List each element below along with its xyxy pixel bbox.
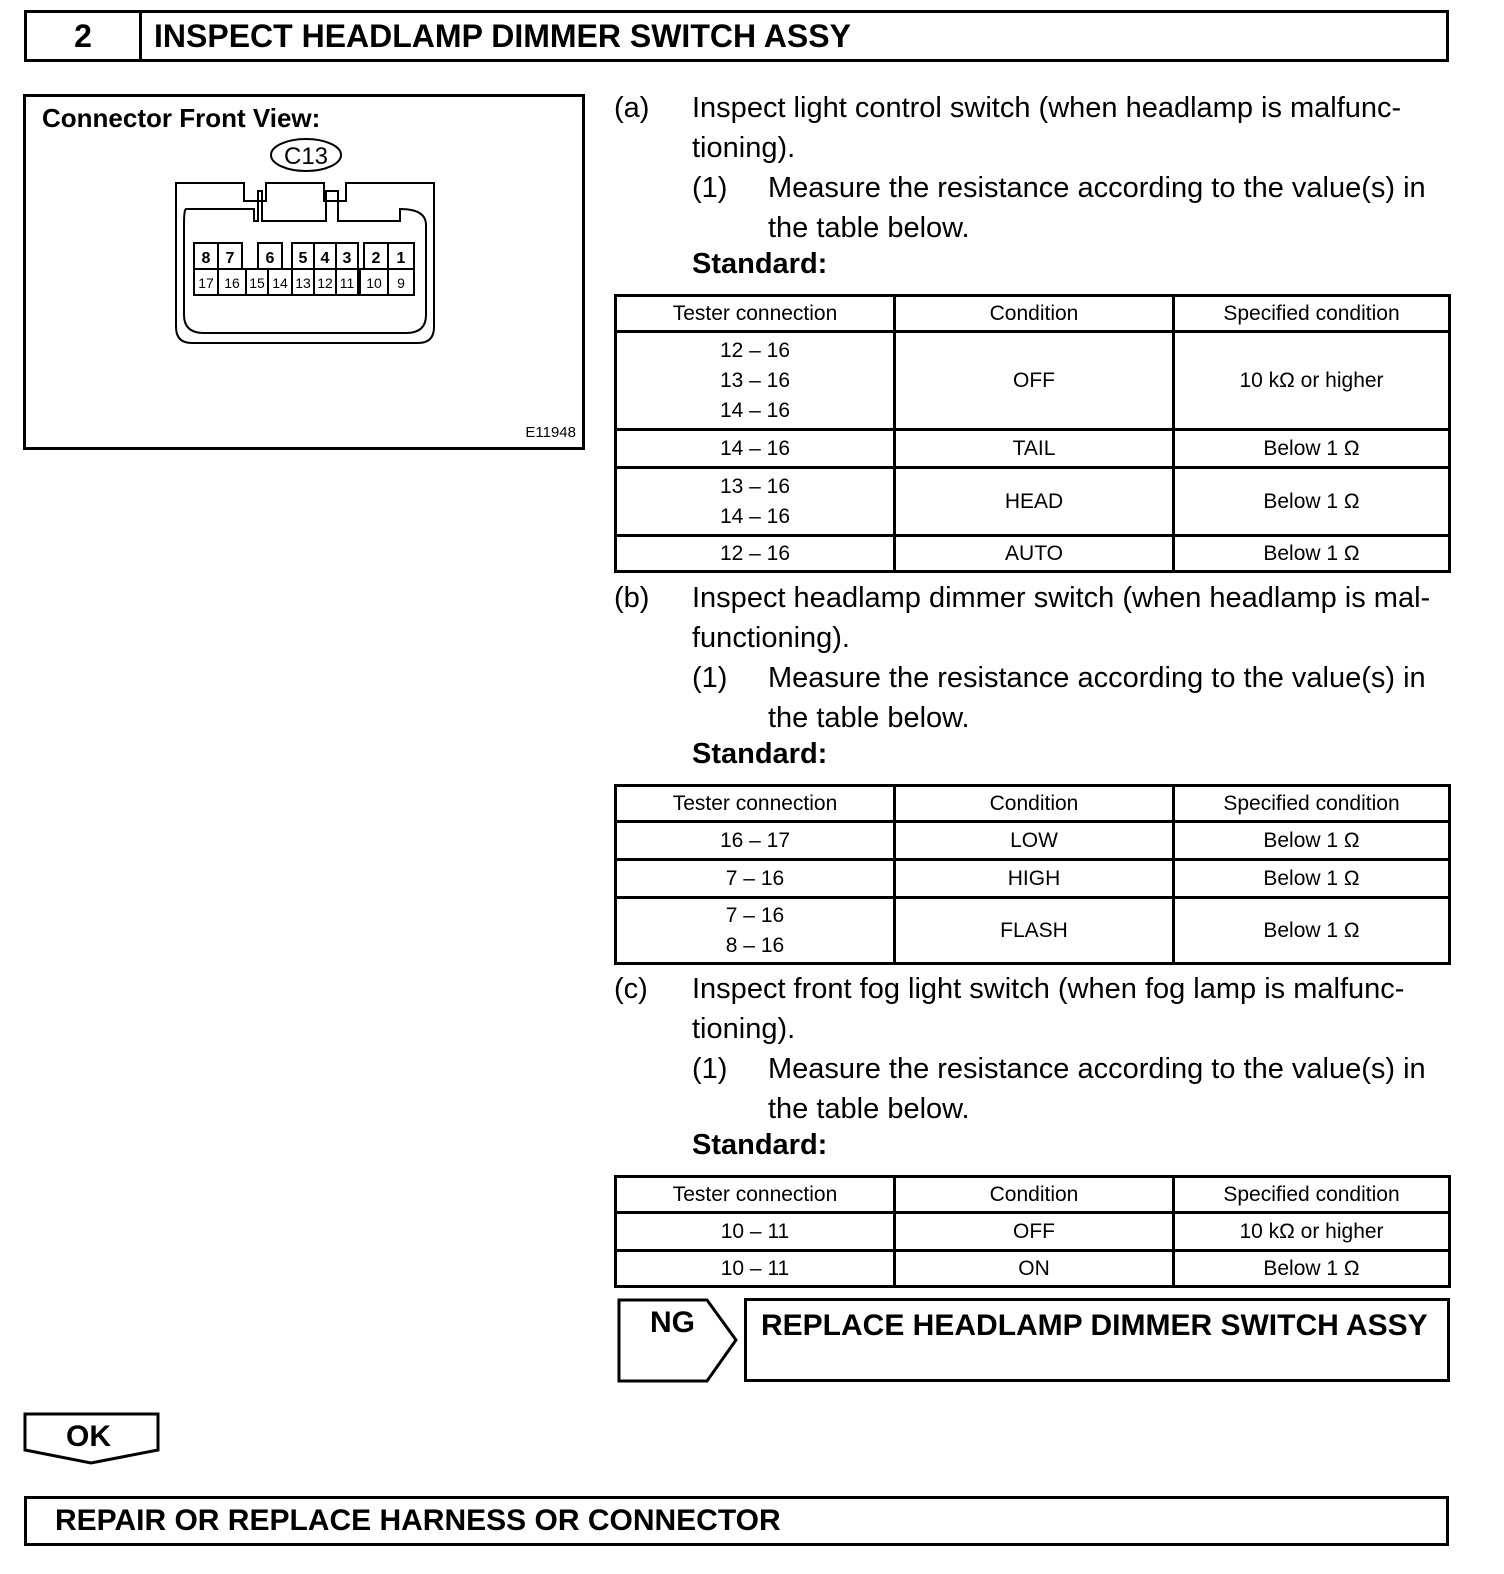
pin-14: 14	[272, 275, 288, 291]
pin-5: 5	[298, 250, 308, 267]
table-header: Tester connection	[616, 296, 895, 332]
pin-15: 15	[249, 275, 265, 291]
connector-figure	[23, 94, 585, 450]
step-title: INSPECT HEADLAMP DIMMER SWITCH ASSY	[154, 17, 851, 54]
table-header: Condition	[895, 296, 1174, 332]
section-c-sub-num: (1)	[692, 1053, 728, 1085]
section-a-sub-line2: the table below.	[768, 212, 970, 244]
table-row	[616, 822, 1450, 860]
table-header: Specified condition	[1174, 786, 1450, 822]
section-a-standard: Standard:	[692, 248, 828, 280]
table-a	[614, 294, 1451, 573]
ok-label: OK	[66, 1420, 111, 1453]
section-b-sub-line1: Measure the resistance according to the value(s) in	[768, 662, 1426, 694]
condition: AUTO	[895, 536, 1174, 572]
tester-connection: 7 – 16 8 – 16	[616, 898, 895, 964]
section-b-sub-line2: the table below.	[768, 702, 970, 734]
connector-id: C13	[283, 143, 329, 170]
ok-action-box: REPAIR OR REPLACE HARNESS OR CONNECTOR	[24, 1496, 1449, 1546]
section-b-line2: functioning).	[692, 622, 850, 654]
condition: FLASH	[895, 898, 1174, 964]
condition: LOW	[895, 822, 1174, 860]
table-header: Tester connection	[616, 1177, 895, 1213]
tester-connection: 10 – 11	[616, 1213, 895, 1251]
pin-8: 8	[201, 250, 211, 267]
section-c-letter: (c)	[614, 973, 648, 1005]
section-a-sub-line1: Measure the resistance according to the value(s) in	[768, 172, 1426, 204]
section-c-line2: tioning).	[692, 1013, 796, 1045]
table-row	[616, 860, 1450, 898]
connector-diagram	[26, 97, 582, 447]
specified-condition: Below 1 Ω	[1174, 898, 1450, 964]
condition: HIGH	[895, 860, 1174, 898]
specified-condition: Below 1 Ω	[1174, 860, 1450, 898]
pin-11: 11	[339, 275, 355, 291]
table-header: Specified condition	[1174, 296, 1450, 332]
pin-2: 2	[371, 250, 381, 267]
table-header: Tester connection	[616, 786, 895, 822]
section-a-line1: Inspect light control switch (when headlamp is malfunc-	[692, 92, 1402, 124]
tester-connection: 7 – 16	[616, 860, 895, 898]
table-row	[616, 1213, 1450, 1251]
table-c	[614, 1175, 1451, 1288]
specified-condition: Below 1 Ω	[1174, 536, 1450, 572]
section-a-letter: (a)	[614, 92, 650, 124]
table-header: Condition	[895, 786, 1174, 822]
table-row	[616, 332, 1450, 430]
section-c-standard: Standard:	[692, 1129, 828, 1161]
pin-12: 12	[317, 275, 333, 291]
table-row	[616, 1251, 1450, 1287]
section-b-letter: (b)	[614, 582, 650, 614]
ng-label: NG	[650, 1306, 695, 1339]
specified-condition: Below 1 Ω	[1174, 430, 1450, 468]
table-b	[614, 784, 1451, 965]
tester-connection: 14 – 16	[616, 430, 895, 468]
pin-7: 7	[225, 250, 235, 267]
pin-10: 10	[366, 275, 382, 291]
table-row	[616, 430, 1450, 468]
pin-17: 17	[198, 275, 214, 291]
section-a-line2: tioning).	[692, 132, 796, 164]
figure-caption: Connector Front View:	[42, 103, 321, 133]
specified-condition: 10 kΩ or higher	[1174, 1213, 1450, 1251]
condition: TAIL	[895, 430, 1174, 468]
tester-connection: 13 – 16 14 – 16	[616, 468, 895, 536]
tester-connection: 10 – 11	[616, 1251, 895, 1287]
pin-3: 3	[342, 250, 352, 267]
pin-13: 13	[295, 275, 311, 291]
table-row	[616, 468, 1450, 536]
table-header: Specified condition	[1174, 1177, 1450, 1213]
section-a-sub-num: (1)	[692, 172, 728, 204]
specified-condition: Below 1 Ω	[1174, 468, 1450, 536]
tester-connection: 12 – 16	[616, 536, 895, 572]
specified-condition: Below 1 Ω	[1174, 822, 1450, 860]
table-row	[616, 536, 1450, 572]
step-header	[24, 10, 1449, 62]
condition: OFF	[895, 1213, 1174, 1251]
section-b-line1: Inspect headlamp dimmer switch (when headlamp is mal-	[692, 582, 1431, 614]
ng-action-box: REPLACE HEADLAMP DIMMER SWITCH ASSY	[744, 1298, 1450, 1382]
pin-9: 9	[397, 275, 405, 291]
specified-condition: 10 kΩ or higher	[1174, 332, 1450, 430]
condition: OFF	[895, 332, 1174, 430]
pin-16: 16	[224, 275, 240, 291]
condition: ON	[895, 1251, 1174, 1287]
step-number: 2	[27, 13, 142, 59]
pin-1: 1	[396, 250, 406, 267]
table-row	[616, 898, 1450, 964]
section-c-sub-line1: Measure the resistance according to the value(s) in	[768, 1053, 1426, 1085]
section-c-line1: Inspect front fog light switch (when fog lamp is malfunc-	[692, 973, 1405, 1005]
pin-6: 6	[265, 250, 275, 267]
tester-connection: 12 – 16 13 – 16 14 – 16	[616, 332, 895, 430]
section-b-standard: Standard:	[692, 738, 828, 770]
tester-connection: 16 – 17	[616, 822, 895, 860]
figure-code: E11948	[525, 424, 576, 441]
table-header: Condition	[895, 1177, 1174, 1213]
section-b-sub-num: (1)	[692, 662, 728, 694]
specified-condition: Below 1 Ω	[1174, 1251, 1450, 1287]
condition: HEAD	[895, 468, 1174, 536]
section-c-sub-line2: the table below.	[768, 1093, 970, 1125]
pin-4: 4	[320, 250, 330, 267]
